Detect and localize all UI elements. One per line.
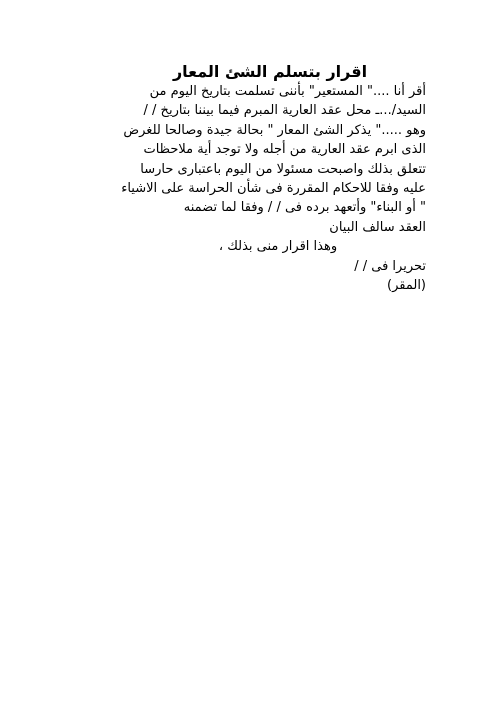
body-line: تتعلق بذلك واصبحت مسئولا من اليوم باعتبارى حارسا (140, 161, 426, 177)
body-line: أقر أنا ...." المستعير" بأننى تسلمت بتاريخ اليوم من (149, 84, 426, 99)
body-line: العقد سالف البيان (329, 219, 426, 235)
body-line: السيد/...ـ محل عقد العارية المبرم فيما بيننا بتاريخ / / (143, 103, 426, 119)
body-line: " أو البناء" وأتعهد برده فى / / وفقا لما تضمنه (183, 200, 426, 216)
body-line: عليه وفقا للاحكام المقررة فى شأن الحراسة على الاشياء (121, 180, 426, 196)
document-title: اقرار بتسلم الشئ المعار (172, 62, 368, 81)
body-line: الذى ابرم عقد العارية من أجله ولا توجد أية ملاحظات (143, 142, 426, 158)
closing-statement: وهذا اقرار منى بذلك ، (218, 239, 338, 255)
document-body (70, 82, 426, 295)
body-line: وهو ....." يذكر الشئ المعار " بحالة جيدة وصالحا للغرض (123, 122, 426, 138)
signature-label: (المقر) (387, 277, 426, 293)
date-line: تحريرا فى / / (354, 258, 426, 274)
